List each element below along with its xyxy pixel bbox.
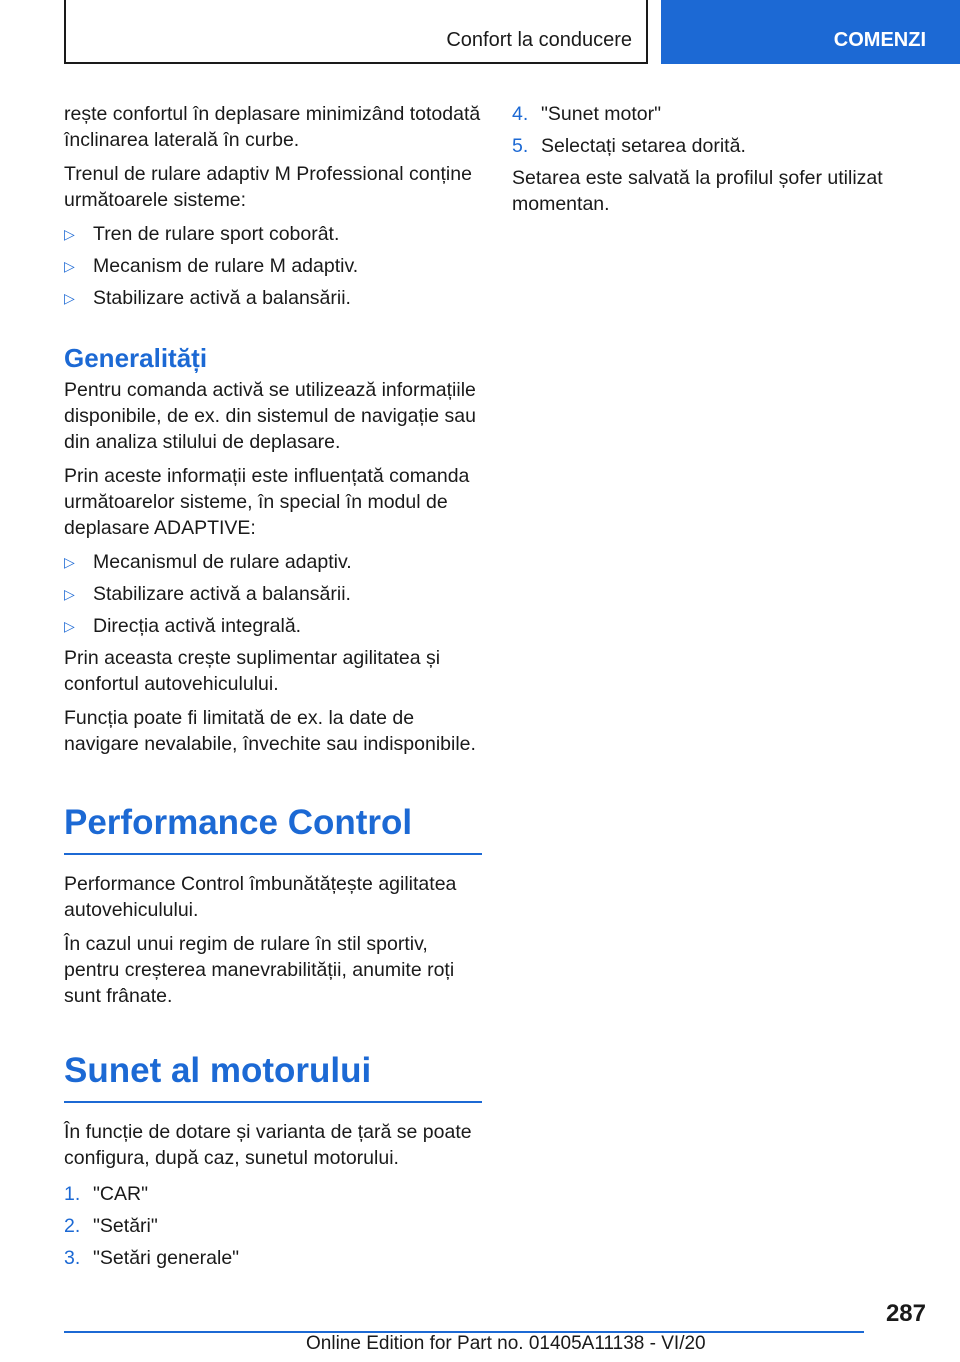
heading-text: Sunet al motorului	[64, 1051, 372, 1090]
paragraph: Funcția poate fi limitată de ex. la date de navigare nevalabile, învechite sau indisponibile.	[64, 707, 476, 755]
step-text: "CAR"	[93, 1183, 149, 1205]
paragraph: În cazul unui regim de rulare în stil sportiv, pentru creșterea manevrabilității, anumite roți sunt frânate.	[64, 933, 455, 1007]
list-item-text: Tren de rulare sport coborât.	[93, 223, 340, 245]
paragraph: În funcție de dotare și varianta de țară se poate configura, după caz, sunetul motorului.	[64, 1121, 472, 1169]
triangle-bullet-icon: ▷	[64, 258, 75, 274]
header-tab[interactable]	[661, 0, 960, 64]
step-text: "Setări"	[93, 1215, 158, 1237]
step-item	[64, 1245, 482, 1271]
step-text: "Setări generale"	[93, 1247, 240, 1269]
paragraph: Prin aceste informații este influențată comanda următoarelor sisteme, în special în modul de deplasare ADAPTIVE:	[64, 465, 470, 539]
right-column	[512, 101, 930, 225]
heading-text: Performance Control	[64, 803, 413, 842]
step-text: Selectați setarea dorită.	[541, 135, 746, 157]
triangle-bullet-icon: ▷	[64, 618, 75, 634]
list-item-text: Direcția activă integrală.	[93, 615, 302, 637]
heading-performance-control	[64, 801, 482, 855]
triangle-bullet-icon: ▷	[64, 586, 75, 602]
subheading-generalitati: Generalități	[64, 343, 208, 373]
list-item-text: Mecanismul de rulare adaptiv.	[93, 551, 352, 573]
list-item	[64, 285, 482, 311]
header-section-title: Confort la conducere	[446, 29, 632, 51]
paragraph: Trenul de rulare adaptiv M Professional conține următoarele sisteme:	[64, 163, 472, 211]
triangle-bullet-icon: ▷	[64, 554, 75, 570]
list-item	[64, 613, 482, 639]
paragraph: Performance Control îmbunătățește agilitatea autovehiculului.	[64, 873, 457, 921]
step-number: 4.	[512, 103, 529, 125]
step-item	[512, 101, 930, 127]
header-tab-label: COMENZI	[833, 29, 926, 51]
triangle-bullet-icon: ▷	[64, 290, 75, 306]
step-number: 2.	[64, 1215, 81, 1237]
footer-edition: Online Edition for Part no. 01405A11138 - VI/20	[306, 1333, 706, 1354]
step-number: 1.	[64, 1183, 81, 1205]
list-item-text: Stabilizare activă a balansării.	[93, 583, 351, 605]
step-item	[64, 1213, 482, 1239]
list-item-text: Stabilizare activă a balansării.	[93, 287, 351, 309]
paragraph: Setarea este salvată la profilul șofer utilizat momentan.	[512, 167, 883, 215]
paragraph: Prin aceasta crește suplimentar agilitatea și confortul autovehiculului.	[64, 647, 441, 695]
triangle-bullet-icon: ▷	[64, 226, 75, 242]
paragraph: rește confortul în deplasare minimizând totodată înclinarea laterală în curbe.	[64, 103, 481, 151]
step-number: 3.	[64, 1247, 81, 1269]
step-item	[512, 133, 930, 159]
list-item-text: Mecanism de rulare M adaptiv.	[93, 255, 359, 277]
list-item	[64, 253, 482, 279]
step-number: 5.	[512, 135, 529, 157]
heading-sunet-motor	[64, 1049, 482, 1103]
list-item	[64, 581, 482, 607]
page-number: 287	[885, 1300, 926, 1327]
step-item	[64, 1181, 482, 1207]
list-item	[64, 221, 482, 247]
list-item	[64, 549, 482, 575]
header-section-box	[64, 0, 648, 64]
left-column	[64, 101, 482, 1277]
steps-list	[64, 1181, 482, 1271]
paragraph: Pentru comanda activă se utilizează informațiile disponibile, de ex. din sistemul de navigație sau din analiza stilului de deplasare.	[64, 379, 476, 453]
step-text: "Sunet motor"	[541, 103, 662, 125]
